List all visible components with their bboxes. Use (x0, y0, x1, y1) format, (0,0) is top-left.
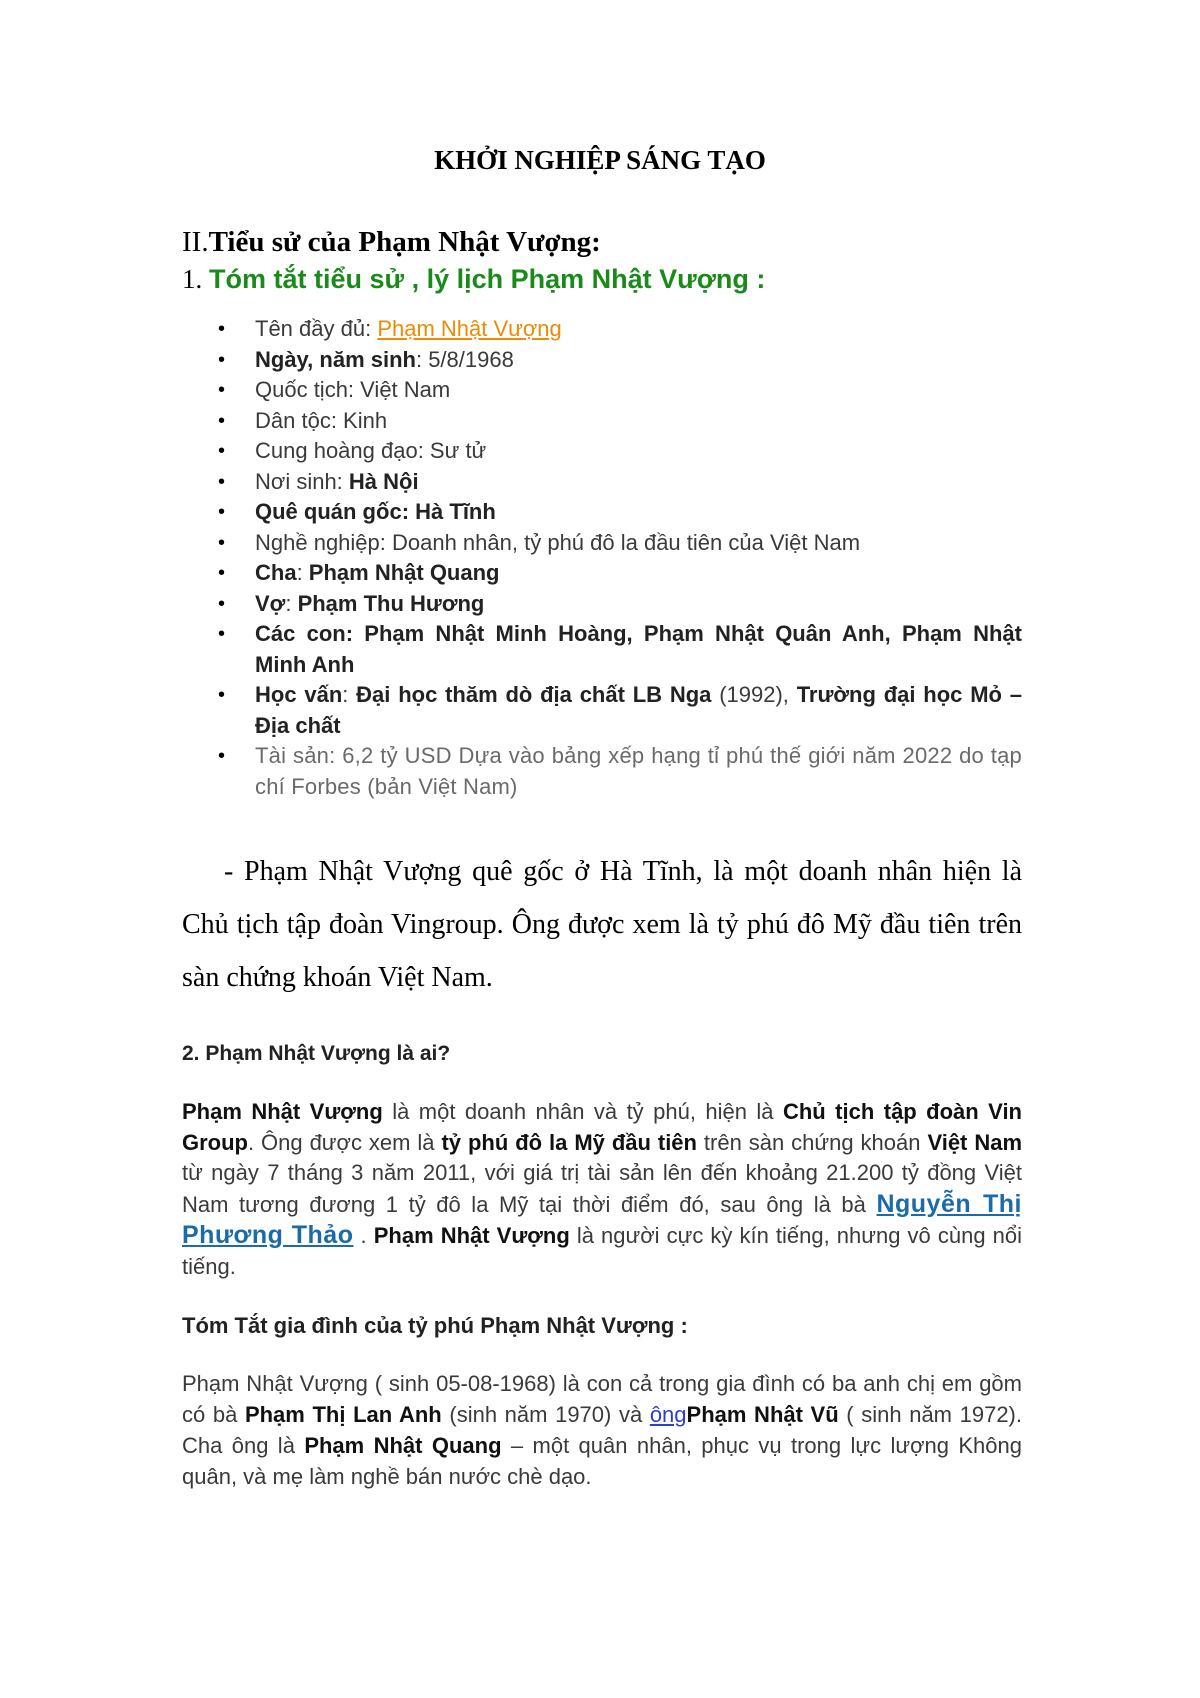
list-item-nationality: • Quốc tịch: Việt Nam (218, 375, 1022, 406)
section-number: II. (182, 226, 209, 258)
family-paragraph: Phạm Nhật Vượng ( sinh 05-08-1968) là con cả trong gia đình có ba anh chị em gồm có bà Phạm Thị Lan Anh (sinh năm 1970) và ôngPhạm Nhật Vũ ( sinh năm 1972). Cha ông là Phạm Nhật Quang – một quân nhân, phục vụ trong lực lượng Không quân, và mẹ làm nghề bán nước chè dạo. (182, 1371, 1023, 1489)
list-item-dob: • Ngày, năm sinh: 5/8/1968 (218, 345, 1022, 376)
list-item-assets: • Tài sản: 6,2 tỷ USD Dựa vào bảng xếp hạng tỉ phú thế giới năm 2022 do tạp chí Forbes (bản Việt Nam) (218, 741, 1022, 802)
list-item-hometown: • Quê quán gốc: Hà Tĩnh (218, 497, 1022, 528)
list-item-education: • Học vấn: Đại học thăm dò địa chất LB Nga (1992), Trường đại học Mỏ – Địa chất (218, 680, 1022, 741)
who-paragraph: Phạm Nhật Vượng là một doanh nhân và tỷ phú, hiện là Chủ tịch tập đoàn Vin Group. Ông được xem là tỷ phú đô la Mỹ đầu tiên trên sàn chứng khoán Việt Nam từ ngày 7 tháng 3 năm 2011, với giá trị tài sản lên đến khoảng 21.200 tỷ đồng Việt Nam tương đương 1 tỷ đô la Mỹ tại thời điểm đó, sau ông là bà Nguyễn Thị Phương Thảo . Phạm Nhật Vượng là người cực kỳ kín tiếng, nhưng vô cùng nổi tiếng. (182, 1099, 1023, 1279)
list-item-occupation: • Nghề nghiệp: Doanh nhân, tỷ phú đô la đầu tiên của Việt Nam (218, 528, 1022, 559)
list-item-wife: • Vợ: Phạm Thu Hương (218, 589, 1022, 620)
list-item-ethnicity: • Dân tộc: Kinh (218, 406, 1022, 437)
list-item-father: • Cha: Phạm Nhật Quang (218, 558, 1022, 589)
intro-paragraph: - Phạm Nhật Vượng quê gốc ở Hà Tĩnh, là một doanh nhân hiện là Chủ tịch tập đoàn Vingroup. Ông được xem là tỷ phú đô Mỹ đầu tiên trên sàn chứng khoán Việt Nam. (182, 856, 1022, 993)
document-title: KHỞI NGHIỆP SÁNG TẠO (434, 145, 766, 175)
ong-link[interactable]: ông (649, 1402, 687, 1427)
list-item-birthplace: • Nơi sinh: Hà Nội (218, 467, 1022, 498)
section-heading (182, 226, 601, 259)
subsection-number: 1. (182, 264, 209, 294)
question-heading: 2. Phạm Nhật Vượng là ai? (182, 1042, 451, 1065)
section-title: Tiểu sử của Phạm Nhật Vượng: (208, 226, 601, 258)
subsection-heading (182, 264, 765, 295)
list-item-zodiac: • Cung hoàng đạo: Sư tử (218, 436, 1022, 467)
family-heading: Tóm Tắt gia đình của tỷ phú Phạm Nhật Vượng : (182, 1313, 688, 1338)
bio-list (218, 314, 1022, 802)
list-item-full-name: • Tên đầy đủ: Phạm Nhật Vượng (218, 314, 1022, 345)
nguyen-thi-phuong-thao-link[interactable]: Nguyễn Thị Phương Thảo (182, 1189, 1023, 1249)
subsection-title: Tóm tắt tiểu sử , lý lịch Phạm Nhật Vượng : (209, 264, 766, 294)
full-name-link[interactable]: Phạm Nhật Vượng (377, 316, 562, 341)
list-item-children: • Các con: Phạm Nhật Minh Hoàng, Phạm Nhật Quân Anh, Phạm Nhật Minh Anh (218, 619, 1022, 680)
